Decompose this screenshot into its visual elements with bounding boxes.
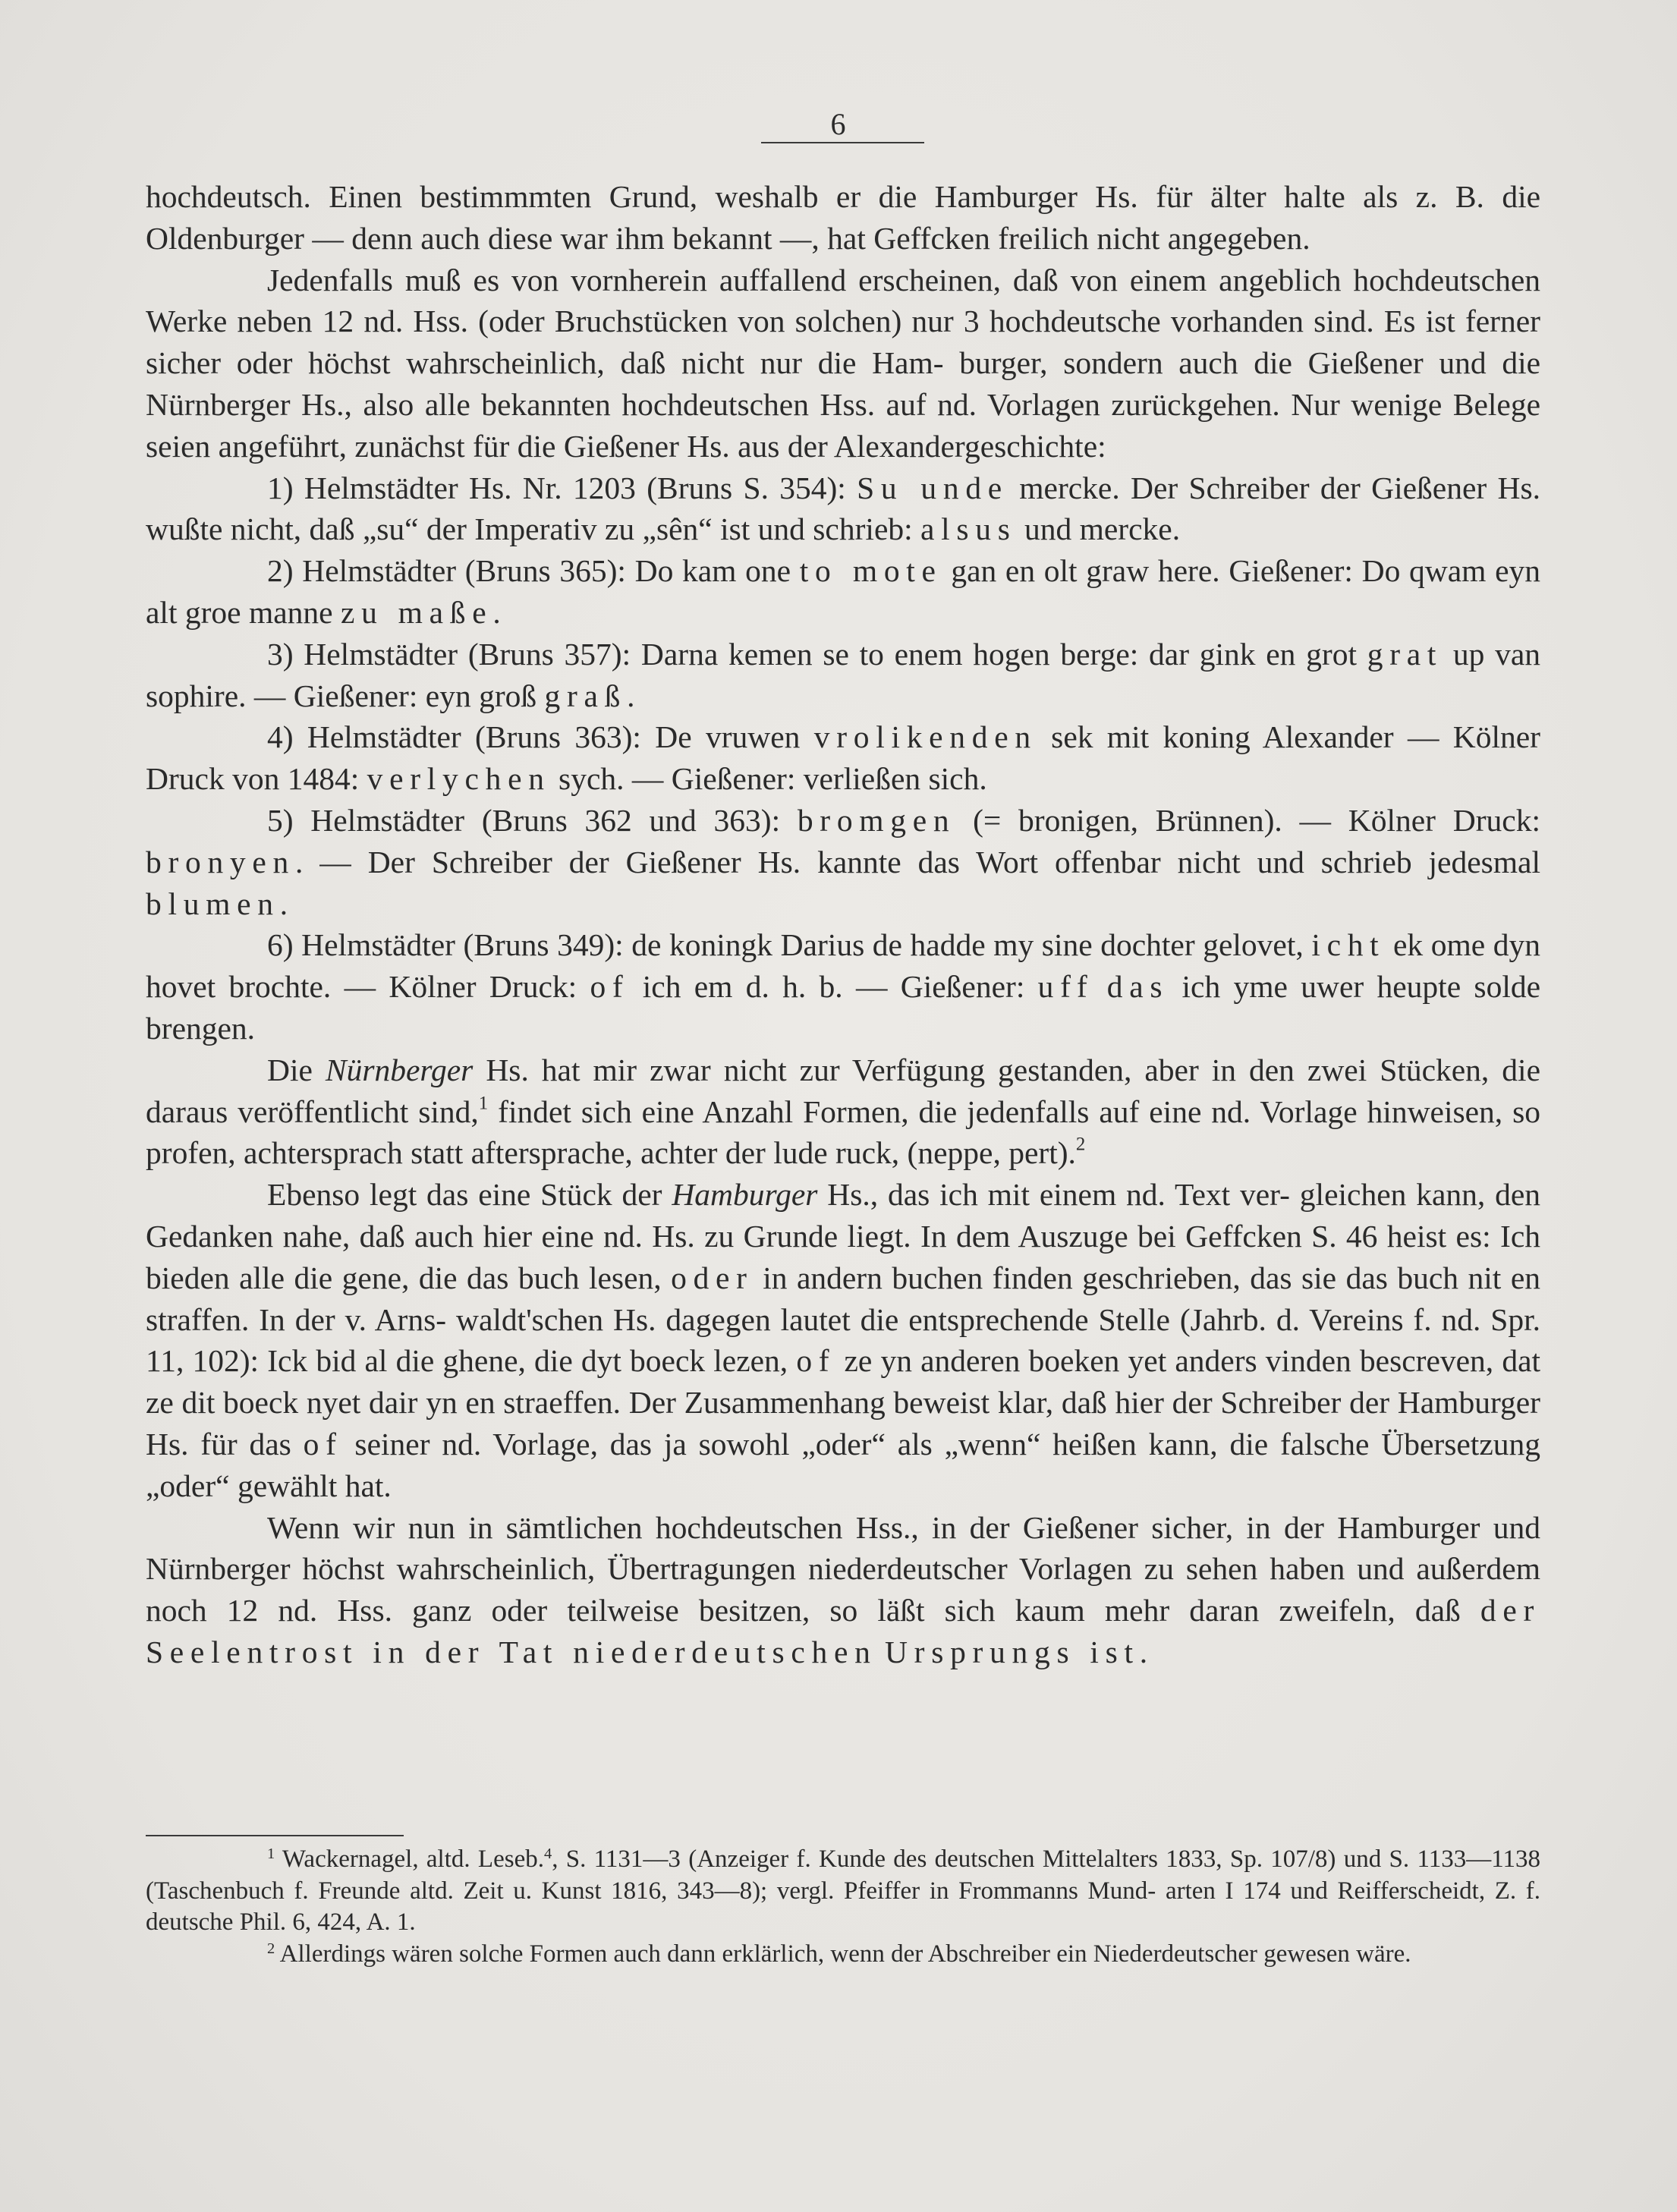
text-line: Jedenfalls muß es von vornherein auffallend erscheinen, daß von einem angeblich: [267, 262, 1342, 297]
text-segment: daß hier der Schreiber der Hamburger Hs. für das: [146, 1385, 1540, 1462]
italic-word: Hamburger: [672, 1177, 818, 1213]
text-line: Gießener Hs. aus der Alexandergeschichte:: [563, 428, 1106, 464]
text-segment: Hamburger und Nürnberger höchst wahrscheinlich, Übertragungen niederdeutscher Vorlagen: [146, 1509, 1541, 1587]
spaced-word: grat: [1367, 636, 1443, 672]
spaced-word: alsus: [920, 511, 1017, 547]
text-segment: Hs., das ich mit einem nd. Text ver-: [817, 1177, 1290, 1213]
text-segment: 1) Helmstädter Hs. Nr. 1203 (Bruns S. 354):: [267, 470, 857, 505]
text-line: hochdeutsch. Einen bestimmmten Grund, weshalb er die Hamburger Hs. für älter halte als z. B.: [146, 179, 1484, 214]
spaced-word: blumen: [146, 886, 280, 921]
text-segment: arten I 174 und Reifferscheidt, Z. f. deutsche Phil. 6, 424, A. 1.: [146, 1877, 1541, 1936]
spaced-phrase: der Seelentrost in der Tat niederdeutschen: [146, 1593, 1540, 1669]
spaced-word: to mote: [799, 553, 942, 589]
text-segment: „oder“ als „wenn“ heißen kann, die falsche Übersetzung „oder“ gewählt hat.: [146, 1426, 1540, 1503]
text-segment: Ebenso legt das eine Stück der: [267, 1177, 672, 1213]
text-segment: Auszuge bei Geffcken S. 46 heist es: Ich bieden alle die gene, die das buch lesen,: [146, 1218, 1541, 1295]
text-segment: ek ome dyn hovet brochte. — Kölner Druck:: [146, 927, 1541, 1005]
text-segment: (neppe, pert).: [907, 1135, 1076, 1171]
spaced-word: bromgen: [797, 802, 956, 838]
footnote-number: 1: [267, 1845, 275, 1862]
text-segment: und mercke.: [1016, 511, 1181, 547]
text-segment: Allerdings wären solche Formen auch dann erklärlich, wenn der Abschreiber ein Niederdeutscher: [275, 1940, 1258, 1968]
text-line: Hss. auf nd. Vorlagen zurückgehen. Nur wenige Belege seien angeführt, zunächst für die: [146, 386, 1540, 464]
footnote-rule: [146, 1835, 404, 1836]
spaced-word: zu maße: [340, 594, 493, 630]
text-segment: . — Der Schreiber der Gießener Hs. kannte das Wort offenbar nicht und: [295, 844, 1304, 879]
spaced-word: of: [796, 1343, 836, 1379]
body-text: [146, 176, 1540, 1673]
text-segment: Druck:: [1452, 802, 1540, 838]
text-segment: Wackernagel, altd. Leseb.: [275, 1845, 544, 1873]
paragraph-1: [146, 176, 1540, 260]
spaced-word: Su unde: [857, 470, 1008, 505]
text-segment: Stücken, die daraus veröffentlicht sind,: [146, 1052, 1540, 1129]
text-segment: gan en olt graw here. Gießener:: [942, 553, 1353, 589]
text-segment: up van sophire. — Gießener: eyn groß: [146, 636, 1540, 713]
text-segment: kaum mehr daran zweifeln, daß: [1015, 1593, 1480, 1628]
text-segment: Do qwam eyn alt groe manne: [146, 553, 1541, 630]
footnotes: [146, 1844, 1540, 1970]
text-segment: 2) Helmstädter (Bruns 365): Do kam one: [267, 553, 800, 589]
text-segment: bescreven, dat ze dit boeck nyet dair yn en straeffen. Der Zusammenhang beweist klar,: [146, 1343, 1541, 1421]
text-segment: .: [492, 594, 501, 630]
text-line: vorhanden sind. Es ist ferner sicher oder höchst wahrscheinlich, daß nicht nur die Ham-: [146, 304, 1540, 381]
text-segment: sek mit koning Alexander: [1037, 719, 1394, 755]
spaced-word: das: [1106, 969, 1169, 1005]
text-segment: waldt'schen Hs. dagegen lautet die entsprechende Stelle (Jahrb. d. Vereins f. nd. Spr. 11, 102):: [146, 1301, 1540, 1379]
text-segment: Hs. hat mir zwar nicht zur Verfügung gestanden, aber in den zwei: [473, 1052, 1367, 1087]
text-segment: mercke. Der Schreiber der: [1008, 470, 1361, 505]
example-3: [146, 634, 1540, 717]
text-segment: gleichen kann, den Gedanken nahe, daß auch hier eine nd. Hs. zu Grunde liegt. In dem: [146, 1177, 1540, 1254]
spaced-word: icht: [1311, 927, 1386, 963]
header-rule: [761, 142, 924, 143]
text-line: burger, sondern auch die Gießener und die Nürnberger Hs., also alle bekannten hochdeutschen: [146, 345, 1541, 422]
text-segment: .: [279, 886, 288, 921]
paragraph-conclusion: [146, 1507, 1540, 1673]
text-segment: ich yme uwer heupte solde brengen.: [146, 969, 1541, 1046]
text-segment: (= bronigen, Brünnen). — Kölner: [955, 802, 1436, 838]
example-5: [146, 800, 1540, 924]
text-segment: Die: [267, 1052, 326, 1087]
paragraph-nuernberger: [146, 1049, 1540, 1174]
spaced-word: verlychen: [367, 761, 551, 797]
footnote-1: [146, 1844, 1540, 1939]
text-segment: grot: [1306, 636, 1367, 672]
text-segment: Ick bid al die ghene, die dyt boeck lezen,: [267, 1343, 797, 1379]
paragraph-hamburger: [146, 1174, 1540, 1506]
text-segment: in andern buchen finden geschrieben, das sie das buch nit en straffen. In der v. Arns-: [146, 1260, 1540, 1337]
spaced-word: vrolikenden: [813, 719, 1037, 755]
text-segment: 6) Helmstädter (Bruns 349): de koningk Darius de hadde my sine dochter gelovet,: [267, 927, 1304, 963]
spaced-word: of: [590, 969, 630, 1005]
text-segment: Wenn wir nun in sämtlichen hochdeutschen Hss., in der Gießener sicher, in der: [267, 1509, 1324, 1545]
example-4: [146, 716, 1540, 800]
text-line: hochdeutschen Werke neben 12 nd. Hss. (oder Bruchstücken von solchen) nur 3 hochdeutsche: [146, 262, 1540, 339]
example-1: [146, 467, 1540, 551]
footnote-ref: 1: [478, 1093, 489, 1114]
text-segment: ze yn anderen boeken yet anders vinden: [835, 1343, 1351, 1379]
spaced-word: bronyen: [146, 844, 295, 879]
page-number: 6: [830, 107, 847, 141]
text-segment: .: [627, 678, 635, 713]
footnote-ref: 2: [1075, 1134, 1086, 1155]
text-segment: schrieb jedesmal: [1320, 844, 1541, 879]
text-segment: , S. 1131—3 (Anzeiger f. Kunde des deutschen Mittelalters 1833, Sp. 107/8): [552, 1845, 1336, 1873]
paragraph-2: [146, 260, 1540, 467]
text-segment: findet sich eine Anzahl Formen, die jedenfalls auf: [488, 1093, 1140, 1129]
spaced-phrase: Ursprungs ist.: [885, 1634, 1154, 1669]
text-segment: 3) Helmstädter (Bruns 357): Darna kemen se to enem hogen berge: dar gink en: [267, 636, 1296, 672]
text-segment: eine nd. Vorlage hinweisen, so profen, achtersprach statt aftersprache, achter der lude ruck,: [146, 1093, 1540, 1171]
spaced-word: of: [303, 1426, 343, 1462]
footnote-number: 2: [267, 1940, 275, 1957]
text-segment: sych. — Gießener: verließen sich.: [550, 761, 987, 797]
text-segment: 4) Helmstädter (Bruns 363): De vruwen: [267, 719, 814, 755]
text-segment: gewesen wäre.: [1263, 1940, 1411, 1968]
text-line: die Oldenburger — denn auch diese war ihm bekannt —, hat Geffcken freilich nicht angegeben.: [146, 179, 1541, 256]
text-segment: — Kölner Druck von 1484:: [146, 719, 1540, 797]
example-2: [146, 550, 1540, 634]
spaced-word: graß: [544, 678, 628, 713]
italic-word: Nürnberger: [325, 1052, 474, 1087]
edition-superscript: 4: [543, 1845, 552, 1862]
spaced-word: uff: [1037, 969, 1094, 1005]
text-segment: zu sehen haben und außerdem noch 12 nd. Hss. ganz oder teilweise besitzen, so läßt sich: [146, 1551, 1541, 1628]
text-segment: ich em d. h. b. — Gießener:: [629, 969, 1038, 1005]
example-6: [146, 924, 1540, 1049]
footnote-2: [146, 1939, 1540, 1971]
text-segment: Gießener Hs. wußte nicht, daß „su“ der Imperativ zu „sên“ ist und schrieb:: [146, 470, 1540, 547]
text-segment: und S. 1133—1138 (Taschenbuch f. Freunde altd. Zeit u. Kunst 1816, 343—8); vergl. Pfeiffer in Frommanns Mund-: [146, 1845, 1541, 1905]
text-segment: seiner nd. Vorlage, das ja sowohl: [342, 1426, 790, 1462]
text-segment: 5) Helmstädter (Bruns 362 und 363):: [267, 802, 798, 838]
spaced-word: oder: [671, 1260, 754, 1295]
